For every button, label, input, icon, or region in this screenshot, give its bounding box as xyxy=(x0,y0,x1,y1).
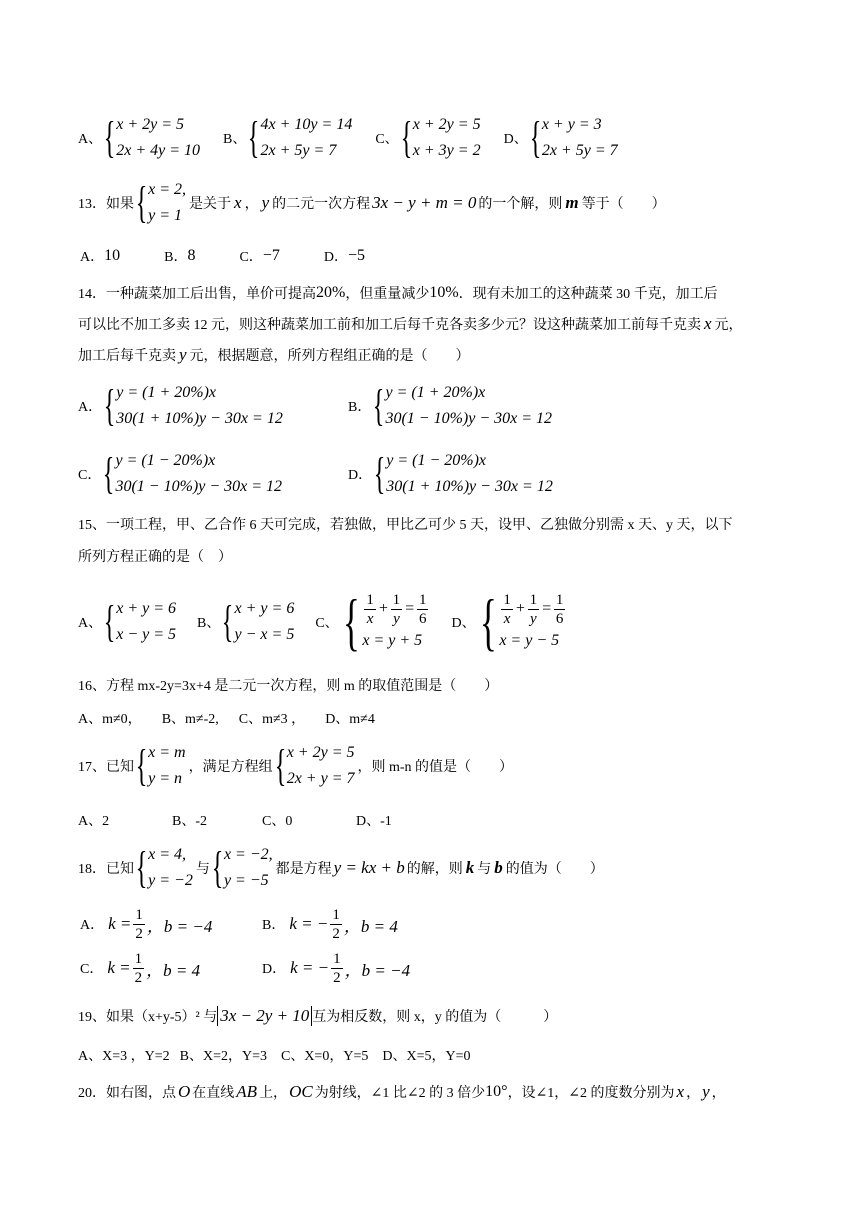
q14-option-a: A． { y = (1 + 20%)x 30(1 + 10%)y − 30x = 12 xyxy=(78,381,283,431)
q13-system: { x = 2, y = 1 xyxy=(135,178,187,228)
q18-option-d: D． k = − $\frac{1}{2}$ ，b = −4 xyxy=(262,950,411,986)
q18-option-a: A． k = $\frac{1}{2}$ ，b = −4 xyxy=(80,906,213,942)
q17-options: A、2 B、-2 C、0 D、-1 xyxy=(78,814,392,829)
q12-d-system: { x + y = 3 2x + 5y = 7 xyxy=(529,113,618,163)
q15-line2: 所列方程正确的是（ ） xyxy=(78,550,232,565)
q20-stem: 20．如右图，点 O 在直线 AB 上， OC 为射线，∠1 比∠2 的 3 倍少 10° ，设∠1，∠2 的度数分别为 x ， y ， xyxy=(78,1082,726,1101)
q15-d-system: { $\frac{1}{x}$ + $\frac{1}{y}$ = $\frac{1}{6}$ x = y − 5 xyxy=(479,586,564,658)
q16-options: A、m≠0， B、m≠-2, C、m≠3 ， D、m≠4 xyxy=(78,712,375,727)
q15-c-system: { $\frac{1}{x}$ + $\frac{1}{y}$ = $\frac{1}{6}$ x = y + 5 xyxy=(342,586,427,658)
q13-equation: 3x − y + m = 0 xyxy=(372,193,477,212)
q12-c-label: C、 xyxy=(375,132,399,147)
q18-options-cd xyxy=(80,948,410,988)
q14-line1: 14．一种蔬菜加工后出售，单价可提高 20% ，但重量减少 10% ．现有未加工的这种蔬菜 30 千克，加工后 xyxy=(78,284,718,302)
q14-options-ab xyxy=(78,379,555,433)
q14-options-cd xyxy=(78,447,556,501)
q12-c-system: { x + 2y = 5 x + 3y = 2 xyxy=(400,113,481,163)
q19-stem: 19、如果（x+y-5）² 与 3x − 2y + 10 互为相反数，则 x，y 的值为（ ） xyxy=(78,1006,558,1025)
q18-option-c: C． k = $\frac{1}{2}$ ，b = 4 xyxy=(80,950,201,986)
q12-a-label: A、 xyxy=(78,132,103,147)
q17-stem: 17、已知 { x = m y = n ，满足方程组 { x + 2y = 5 2x + y = 7 ，则 m-n 的值是（ ） xyxy=(78,741,514,791)
q15-b-system: { x + y = 6 y − x = 5 xyxy=(222,597,295,647)
q16-stem: 16、方程 mx-2y=3x+4 是二元一次方程，则 m 的取值范围是（ ） xyxy=(78,679,499,694)
q12-b-label: B、 xyxy=(223,132,247,147)
q18-system-1: { x = 4, y = −2 xyxy=(135,843,193,893)
q18-stem: 18．已知 { x = 4, y = −2 与 { x = −2, y = −5 都是方程 y = kx + b 的解，则 k 与 b 的值为（ ） xyxy=(78,843,604,893)
q14-option-c: C． { y = (1 − 20%)x 30(1 − 10%)y − 30x = 12 xyxy=(78,449,283,499)
q19-absolute-value: 3x − 2y + 10 xyxy=(217,1006,312,1026)
q19-options: A、X=3 ，Y=2 B、X=2，Y=3 C、X=0，Y=5 D、X=5，Y=0 xyxy=(78,1049,471,1064)
q13-stem: 13．如果 { x = 2, y = 1 是关于 x ， y 的二元一次方程 3x − y + m = 0 的一个解，则 m 等于（ ） xyxy=(78,178,666,228)
q14-option-d: D． { y = (1 − 20%)x 30(1 + 10%)y − 30x = 12 xyxy=(348,449,553,499)
q18-options-ab xyxy=(80,904,398,944)
q15-options: A、 { x + y = 6 x − y = 5 B、 { x + y = 6 y − x = 5 C、 { $\frac{1}{x}$ + $\frac{1}{y}$ = $\frac{1}{6}$ x = y + 5 D、 { $\frac{1}{x}$ + $\frac{1}{y}$ = $\frac{1}{6}$ x = y − 5 xyxy=(78,587,570,657)
q15-line1: 15、一项工程，甲、乙合作 6 天可完成，若独做，甲比乙可少 5 天，设甲、乙独做分别需 x 天、y 天，以下 xyxy=(78,518,733,533)
q17-system-2: { x + 2y = 5 2x + y = 7 xyxy=(274,741,355,791)
q12-options xyxy=(78,112,621,164)
q15-a-system: { x + y = 6 x − y = 5 xyxy=(103,597,177,647)
q12-d-label: D、 xyxy=(503,132,528,147)
q14-option-b: B． { y = (1 + 20%)x 30(1 − 10%)y − 30x = 12 xyxy=(348,381,553,431)
q12-a-system: { x + 2y = 5 2x + 4y = 10 xyxy=(103,113,201,163)
q12-b-system: { 4x + 10y = 14 2x + 5y = 7 xyxy=(248,113,353,163)
q18-system-2: { x = −2, y = −5 xyxy=(211,843,273,893)
q13-options: A． 10 B． 8 C． −7 D． −5 xyxy=(80,247,365,265)
q14-line3: 加工后每千克卖 y 元，根据题意，所列方程组正确的是（ ） xyxy=(78,345,470,364)
q18-option-b: B． k = − $\frac{1}{2}$ ，b = 4 xyxy=(262,906,398,942)
q17-system-1: { x = m y = n xyxy=(135,741,186,791)
q14-line2: 可以比不加工多卖 12 元，则这种蔬菜加工前和加工后每千克各卖多少元？设这种蔬菜加工前每千克卖 x 元， xyxy=(78,314,743,333)
